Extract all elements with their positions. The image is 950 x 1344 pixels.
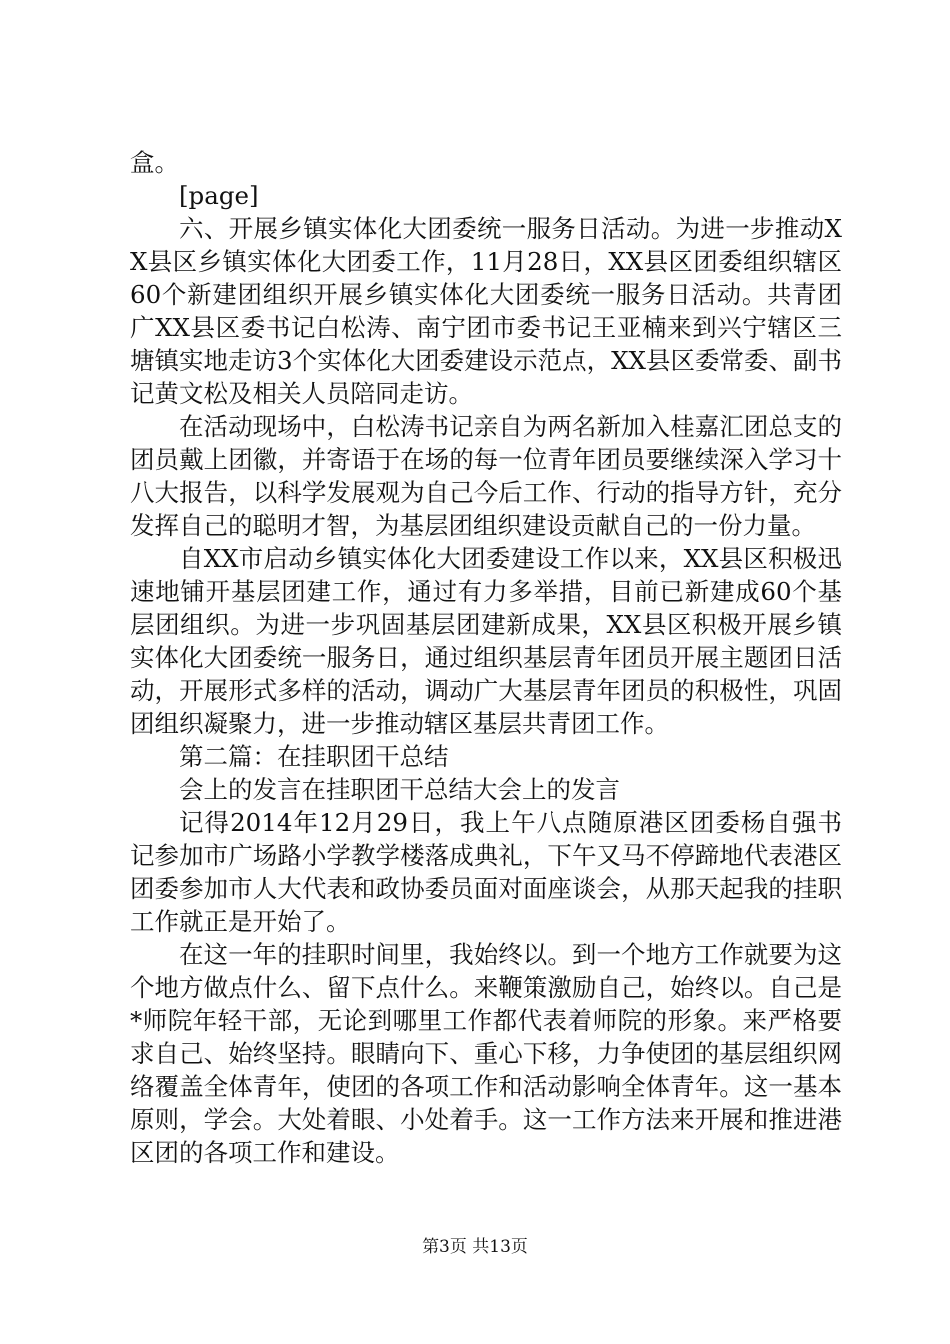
section-heading: 第二篇：在挂职团干总结 [179,742,449,771]
paragraph-continuation: 盒。 [130,148,179,177]
paragraph-year-review: 在这一年的挂职时间里，我始终以。到一个地方工作就要为这个地方做点什么、留下点什么。来鞭策激励自己，始终以。自己是*师院年轻干部，无论到哪里工作都代表着师院的形象。来严格要求自己、始终坚持。眼睛向下、重心下移，力争使团的基层组织网络覆盖全体青年，使团的各项工作和活动影响全体青年。这一基本原则，学会。大处着眼、小处着手。这一工作方法来开展和推进港区团的各项工作和建设。 [130,940,842,1167]
paragraph-grassroots: 自XX市启动乡镇实体化大团委建设工作以来，XX县区积极迅速地铺开基层团建工作，通过有力多举措，目前已新建成60个基层团组织。为进一步巩固基层团建新成果，XX县区积极开展乡镇实体化大团委统一服务日，通过组织基层青年团员开展主题团日活动，开展形式多样的活动，调动广大基层青年团员的积极性，巩固团组织凝聚力，进一步推动辖区基层共青团工作。 [130,544,842,738]
document-body [130,146,842,1169]
section-subheading: 会上的发言在挂职团干总结大会上的发言 [179,775,620,804]
paragraph-service-day: 六、开展乡镇实体化大团委统一服务日活动。为进一步推动XX县区乡镇实体化大团委工作，11月28日，XX县区团委组织辖区60个新建团组织开展乡镇实体化大团委统一服务日活动。共青团广XX县区委书记白松涛、南宁团市委书记王亚楠来到兴宁辖区三塘镇实地走访3个实体化大团委建设示范点，XX县区委常委、副书记黄文松及相关人员陪同走访。 [130,214,842,408]
paragraph-memory: 记得2014年12月29日，我上午八点随原港区团委杨自强书记参加市广场路小学教学楼落成典礼，下午又马不停蹄地代表港区团委参加市人大代表和政协委员面对面座谈会，从那天起我的挂职工作就正是开始了。 [130,808,842,936]
page-marker: [page] [179,181,259,210]
page-footer: 第3页 共13页 [422,1237,528,1257]
paragraph-activity-scene: 在活动现场中，白松涛书记亲自为两名新加入桂嘉汇团总支的团员戴上团徽，并寄语于在场的每一位青年团员要继续深入学习十八大报告，以科学发展观为自己今后工作、行动的指导方针，充分发挥自己的聪明才智，为基层团组织建设贡献自己的一份力量。 [130,412,842,540]
